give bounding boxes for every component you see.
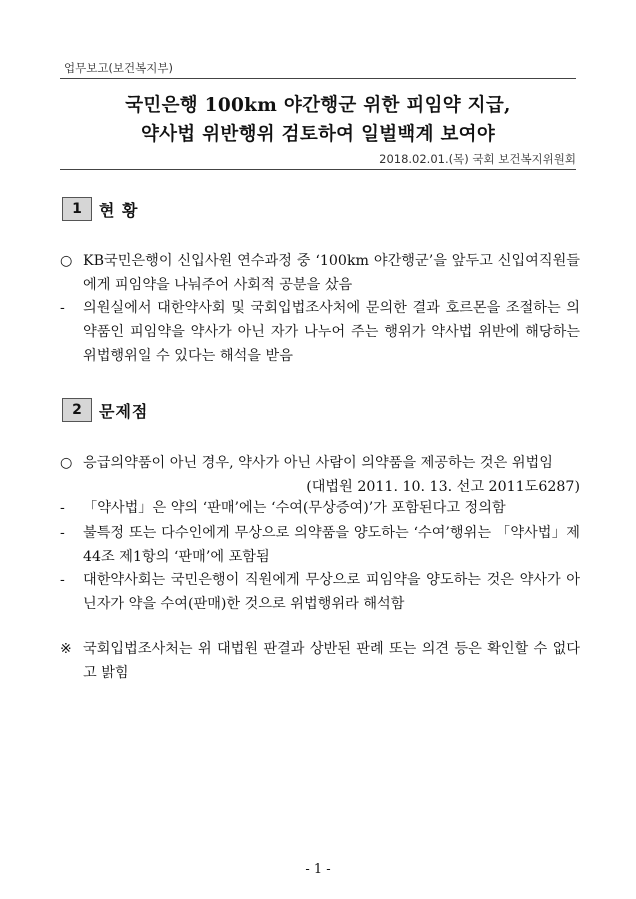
reference-note bbox=[60, 638, 580, 686]
dash-text: 대한약사회는 국민은행이 직원에게 무상으로 피임약을 양도하는 것은 약사가 아닌자가 약을 수여(판매)한 것으로 위법행위라 해석함 bbox=[83, 572, 580, 612]
title-line-1: 국민은행 100km 야간행군 위한 피임약 지급, bbox=[125, 95, 511, 116]
status-dash-item bbox=[60, 297, 580, 368]
document-category: 업무보고(보건복지부) bbox=[64, 61, 173, 75]
section-heading-current-status bbox=[62, 197, 138, 221]
dash-marker: - bbox=[60, 500, 65, 516]
circle-bullet-icon: ○ bbox=[60, 253, 73, 269]
header-rule-bottom bbox=[60, 169, 576, 170]
problem-dash-item bbox=[60, 569, 580, 617]
problem-dash-item bbox=[60, 522, 580, 570]
status-bullet bbox=[60, 250, 580, 298]
page-number: - 1 - bbox=[305, 862, 331, 877]
dash-text: 의원실에서 대한약사회 및 국회입법조사처에 문의한 결과 호르몬을 조절하는 의약품인 피임약을 약사가 아닌 자가 나누어 주는 행위가 약사법 위반에 해당하는 위법행위일 수 있다는 해석을 받음 bbox=[83, 300, 580, 364]
reference-mark-icon: ※ bbox=[60, 641, 72, 657]
bullet-text: 응급의약품이 아닌 경우, 약사가 아닌 사람이 의약품을 제공하는 것은 위법임 bbox=[83, 455, 553, 471]
dash-marker: - bbox=[60, 525, 65, 541]
section-number-box: 1 bbox=[62, 197, 92, 221]
dash-marker: - bbox=[60, 572, 65, 588]
dash-text: 「약사법」은 약의 ‘판매’에는 ‘수여(무상증여)’가 포함된다고 정의함 bbox=[83, 500, 506, 516]
circle-bullet-icon: ○ bbox=[60, 455, 73, 471]
dateline: 2018.02.01.(목) 국회 보건복지위원회 bbox=[379, 152, 576, 166]
section-title: 현 황 bbox=[99, 200, 139, 220]
section-title: 문제점 bbox=[99, 401, 149, 421]
section-heading-problems bbox=[62, 398, 148, 422]
dash-text: 불특정 또는 다수인에게 무상으로 의약품을 양도하는 ‘수여’행위는 「약사법」제44조 제1항의 ‘판매’에 포함됨 bbox=[83, 525, 580, 565]
problem-dash-item bbox=[60, 497, 580, 521]
note-text: 국회입법조사처는 위 대법원 판결과 상반된 판례 또는 의견 등은 확인할 수 없다고 밝힘 bbox=[83, 641, 580, 681]
dash-marker: - bbox=[60, 300, 65, 316]
header-rule-top bbox=[60, 78, 576, 79]
title-line-2: 약사법 위반행위 검토하여 일벌백계 보여야 bbox=[140, 124, 496, 145]
bullet-text: KB국민은행이 신입사원 연수과정 중 ‘100km 야간행군’을 앞두고 신입여직원들에게 피임약을 나눠주어 사회적 공분을 샀음 bbox=[83, 253, 580, 293]
problem-bullet bbox=[60, 452, 580, 500]
section-number-box: 2 bbox=[62, 398, 92, 422]
court-citation: (대법원 2011. 10. 13. 선고 2011도6287) bbox=[306, 478, 580, 495]
